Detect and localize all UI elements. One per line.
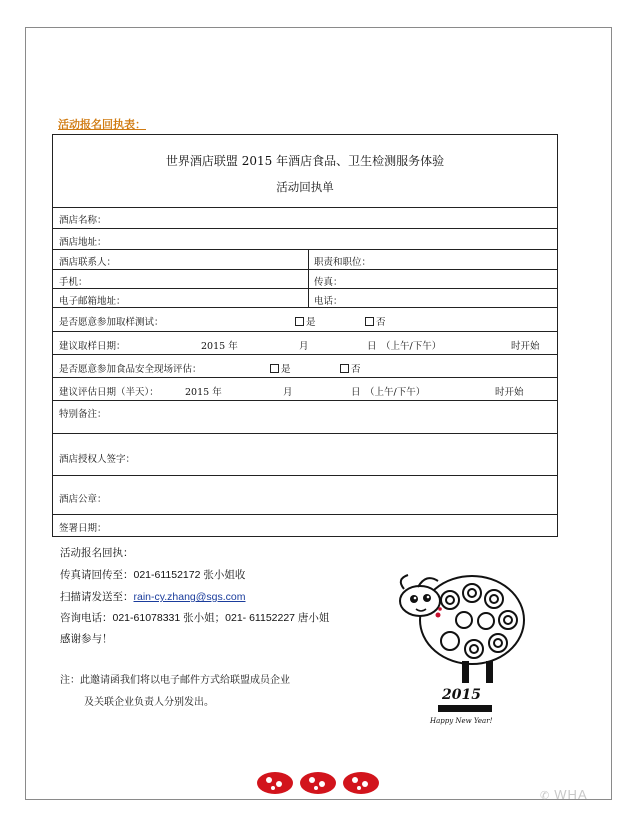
section-title: 活动报名回执表： [58,118,146,131]
row-eval-date[interactable] [53,378,557,401]
form-subtitle: 活动回执单 [276,180,334,194]
checkbox-icon[interactable] [270,364,279,373]
form-title: 世界酒店联盟 2015 年酒店食品、卫生检测服务体验 [165,154,445,168]
sampling-start: 时开始 [511,341,540,352]
onsite-question-label: 是否愿意参加食品安全现场评估： [59,364,202,375]
mobile-label: 手机： [59,277,88,288]
onsite-yes-option[interactable]: 是 [270,361,291,375]
eval-day: 日 [351,387,361,398]
row-sign-date[interactable] [53,515,557,536]
fax-label: 传真： [314,277,343,288]
row-seal[interactable] [53,476,557,515]
eval-year: 2015 年 [185,387,222,398]
row-mobile[interactable] [53,270,557,289]
reply-thanks: 感谢参与！ [60,633,113,645]
checkbox-icon[interactable] [340,364,349,373]
sampling-no-option[interactable]: 否 [365,314,386,328]
remarks-label: 特别备注： [59,409,107,420]
scan-label: 扫描请发送至： [60,591,134,603]
sampling-yes-option[interactable]: 是 [295,314,316,328]
reply-fax [60,567,245,582]
row-signature[interactable] [53,434,557,476]
reply-heading: 活动报名回执： [60,547,134,559]
consult-value: 021-61078331 张小姐；021- 61152227 唐小姐 [112,612,330,624]
sampling-question-label: 是否愿意参加取样测试： [59,317,164,328]
row-sampling-question [53,308,557,332]
hotel-name-label: 酒店名称： [59,215,107,226]
eval-date-label: 建议评估日期（半天）： [59,387,159,398]
checkbox-icon[interactable] [295,317,304,326]
sign-date-label: 签署日期： [59,523,107,534]
onsite-no-option[interactable]: 否 [340,361,361,375]
hotel-address-label: 酒店地址： [59,237,107,248]
checkbox-icon[interactable] [365,317,374,326]
papercut-sheep-icon [253,768,383,798]
eval-ampm: （上午/下午） [365,387,426,398]
fax-label: 传真请回传至： [60,569,134,581]
row-onsite-question [53,355,557,378]
row-remarks[interactable] [53,401,557,434]
fax-value: 021-61152172 张小姐收 [133,569,246,581]
note-line-2: 及关联企业负责人分别发出。 [84,697,214,708]
position-label: 职责和职位： [314,257,372,268]
scan-email-link[interactable]: rain-cy.zhang@sgs.com [133,591,246,603]
reply-scan [60,589,246,604]
consult-label: 咨询电话： [60,612,113,624]
sampling-year: 2015 年 [201,341,238,352]
phone-label: 电话： [314,296,343,307]
sampling-date-label: 建议取样日期： [59,341,126,352]
eval-month: 月 [283,387,293,398]
watermark: ✆ WHA [540,787,588,802]
row-hotel-name[interactable] [53,207,557,229]
seal-label: 酒店公章： [59,494,107,505]
signature-label: 酒店授权人签字： [59,454,136,465]
reply-consult [60,610,329,625]
footer-ornaments [253,768,383,798]
sampling-day: 日 [367,341,377,352]
chat-bubble-icon: ✆ [540,790,555,802]
row-sampling-date[interactable] [53,332,557,355]
registration-form [52,134,558,537]
contact-label: 酒店联系人： [59,257,117,268]
row-email[interactable] [53,289,557,308]
sheep-illustration [390,565,535,730]
column-divider [308,250,309,308]
form-header [53,135,557,208]
sampling-ampm: （上午/下午） [381,341,442,352]
eval-start: 时开始 [495,387,524,398]
note-line-1: 注：此邀请函我们将以电子邮件方式给联盟成员企业 [60,675,290,686]
sheep-card-banner [438,705,492,712]
sheep-card-caption: Happy New Year! [430,717,493,725]
row-hotel-address[interactable] [53,229,557,250]
row-contact[interactable] [53,250,557,270]
sheep-card-year: 2015 [442,687,481,703]
email-label: 电子邮箱地址： [59,296,126,307]
sampling-month: 月 [299,341,309,352]
